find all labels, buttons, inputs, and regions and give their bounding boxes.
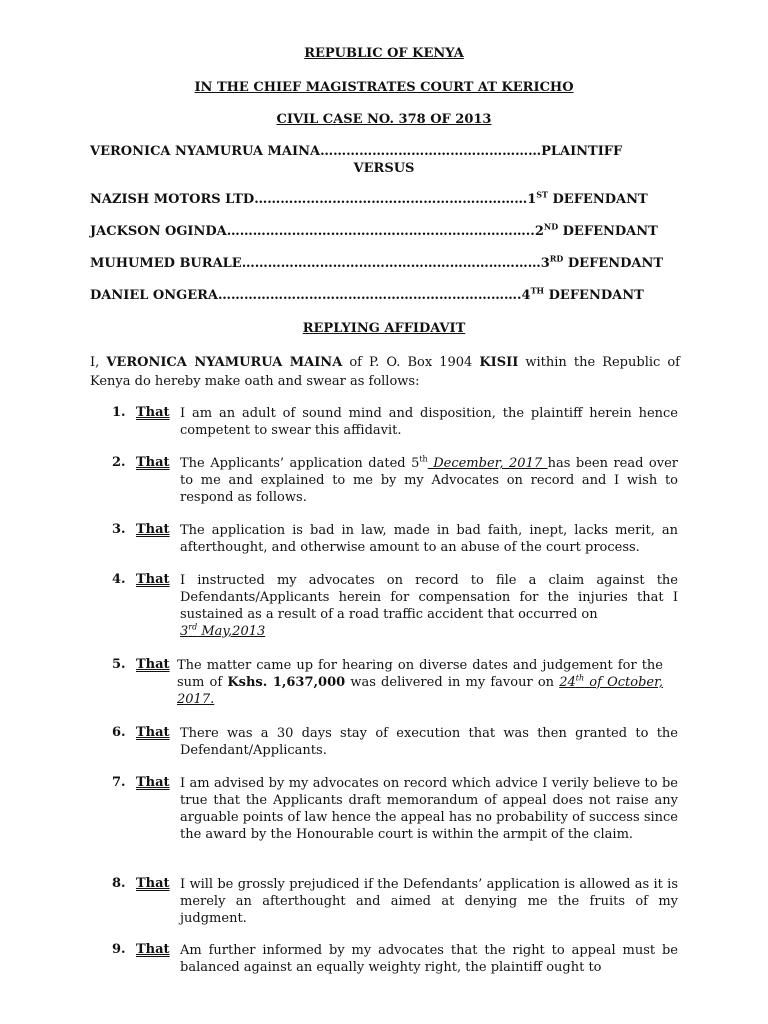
document-title: REPLYING AFFIDAVIT bbox=[302, 321, 466, 336]
defendant-dots: ……………………………………………………………. bbox=[218, 288, 522, 303]
defendant-line bbox=[90, 189, 648, 207]
paragraph-number: 4. bbox=[112, 572, 126, 587]
plaintiff-name: VERONICA NYAMURUA MAINA bbox=[90, 144, 321, 159]
paragraph-text-part: was delivered in my favour on bbox=[345, 675, 560, 690]
paragraph-text: I am an adult of sound mind and disposition, the plaintiff herein hence competent to swear this affidavit. bbox=[180, 406, 678, 438]
defendant-role: DEFENDANT bbox=[544, 288, 644, 303]
defendant-dots: …………………………………………………………….. bbox=[226, 224, 535, 239]
paragraph-text: I am advised by my advocates on record which advice I verily believe to be true that the Applicants draft memorandum of appeal does not raise any arguable points of law hence the appeal has no probability of success since the award by the Honourable court is within the armpit of the claim. bbox=[180, 776, 678, 842]
application-date: December, 2017 bbox=[427, 456, 548, 471]
paragraph-text bbox=[180, 572, 678, 640]
defendant-line bbox=[90, 253, 664, 271]
paragraph-text-part: The Applicants’ application dated 5 bbox=[180, 456, 420, 471]
that-label: That bbox=[136, 876, 170, 891]
defendant-role: DEFENDANT bbox=[547, 192, 648, 207]
intro-text: of P. O. Box 1904 bbox=[342, 355, 480, 370]
defendant-ordinal: TH bbox=[530, 285, 545, 296]
intro-text: I, bbox=[90, 355, 107, 370]
header-republic: REPUBLIC OF KENYA bbox=[304, 46, 464, 61]
defendant-name: MUHUMED BURALE bbox=[90, 256, 242, 271]
intro-text: within the Republic of Kenya do hereby make oath and swear as follows: bbox=[90, 355, 680, 389]
defendant-number: 3 bbox=[540, 256, 550, 271]
date-day: 3 bbox=[180, 624, 189, 639]
that-label: That bbox=[136, 775, 170, 790]
defendant-role: DEFENDANT bbox=[558, 224, 658, 239]
defendant-number: 4 bbox=[521, 288, 531, 303]
defendant-ordinal: ND bbox=[543, 221, 559, 232]
deponent-name: VERONICA NYAMURUA MAINA bbox=[106, 355, 343, 370]
paragraph-number: 9. bbox=[112, 942, 126, 957]
accident-date bbox=[180, 624, 265, 639]
header-case-number: CIVIL CASE NO. 378 OF 2013 bbox=[276, 112, 492, 127]
that-label: That bbox=[136, 572, 170, 587]
paragraph-text bbox=[180, 455, 678, 506]
that-label: That bbox=[136, 942, 170, 957]
defendant-dots: ……………………………………………………… bbox=[254, 192, 528, 207]
defendant-dots: …………………………………………………………… bbox=[241, 256, 541, 271]
paragraph-text: Am further informed by my advocates that the right to appeal must be balanced against an equally weighty right, the plaintiff ought to bbox=[180, 943, 678, 975]
paragraph-text-part: I instructed my advocates on record to file a claim against the Defendants/Applicants herein for compensation for the injuries that I sustained as a result of a road traffic accident that occurred on bbox=[180, 573, 678, 622]
that-label: That bbox=[136, 657, 170, 672]
defendant-number: 1 bbox=[527, 192, 537, 207]
paragraph-number: 7. bbox=[112, 775, 126, 790]
defendant-number: 2 bbox=[534, 224, 544, 239]
date-rest: of October, 2017. bbox=[177, 675, 664, 707]
header-court: IN THE CHIEF MAGISTRATES COURT AT KERICHO bbox=[194, 80, 574, 95]
paragraph-text: I will be grossly prejudiced if the Defendants’ application is allowed as it is merely an afterthought and aimed at denying me the fruits of my judgment. bbox=[180, 877, 678, 926]
that-label: That bbox=[136, 405, 170, 420]
paragraph-number: 6. bbox=[112, 725, 126, 740]
paragraph-number: 2. bbox=[112, 455, 126, 470]
date-ordinal: rd bbox=[188, 622, 198, 632]
paragraph-text-part: The matter came up for hearing on diverse dates and judgement for the sum of bbox=[177, 658, 663, 690]
date-ordinal: th bbox=[419, 454, 428, 464]
versus-label: VERSUS bbox=[353, 161, 415, 176]
defendant-name: JACKSON OGINDA bbox=[90, 224, 227, 239]
intro-paragraph bbox=[90, 353, 680, 391]
date-day: 24 bbox=[559, 675, 576, 690]
defendant-role: DEFENDANT bbox=[563, 256, 664, 271]
defendant-name: NAZISH MOTORS LTD bbox=[90, 192, 255, 207]
defendant-line bbox=[90, 285, 644, 303]
defendant-name: DANIEL ONGERA bbox=[90, 288, 219, 303]
defendant-ordinal: ST bbox=[536, 189, 548, 200]
deponent-town: KISII bbox=[479, 355, 519, 370]
paragraph-text: There was a 30 days stay of execution that was then granted to the Defendant/Applicants. bbox=[180, 726, 678, 758]
defendant-line bbox=[90, 221, 658, 239]
paragraph-number: 8. bbox=[112, 876, 126, 891]
paragraph-number: 1. bbox=[112, 405, 126, 420]
that-label: That bbox=[136, 455, 170, 470]
defendant-ordinal: RD bbox=[549, 253, 564, 264]
paragraph-text-part: has been read over to me and explained to me by my Advocates on record and I wish to respond as follows. bbox=[180, 456, 678, 505]
date-rest: May,2013 bbox=[197, 624, 266, 639]
paragraph-text: The application is bad in law, made in bad faith, inept, lacks merit, an afterthought, and otherwise amount to an abuse of the court process. bbox=[180, 523, 678, 555]
that-label: That bbox=[136, 522, 170, 537]
that-label: That bbox=[136, 725, 170, 740]
plaintiff-dots: …………………………………………… bbox=[320, 144, 542, 159]
plaintiff-role: PLAINTIFF bbox=[541, 144, 623, 159]
plaintiff-line bbox=[90, 144, 622, 159]
paragraph-number: 5. bbox=[112, 657, 126, 672]
paragraph-text bbox=[177, 657, 663, 708]
paragraph-number: 3. bbox=[112, 522, 126, 537]
judgement-amount: Kshs. 1,637,000 bbox=[227, 675, 346, 690]
date-ordinal: th bbox=[575, 673, 585, 683]
